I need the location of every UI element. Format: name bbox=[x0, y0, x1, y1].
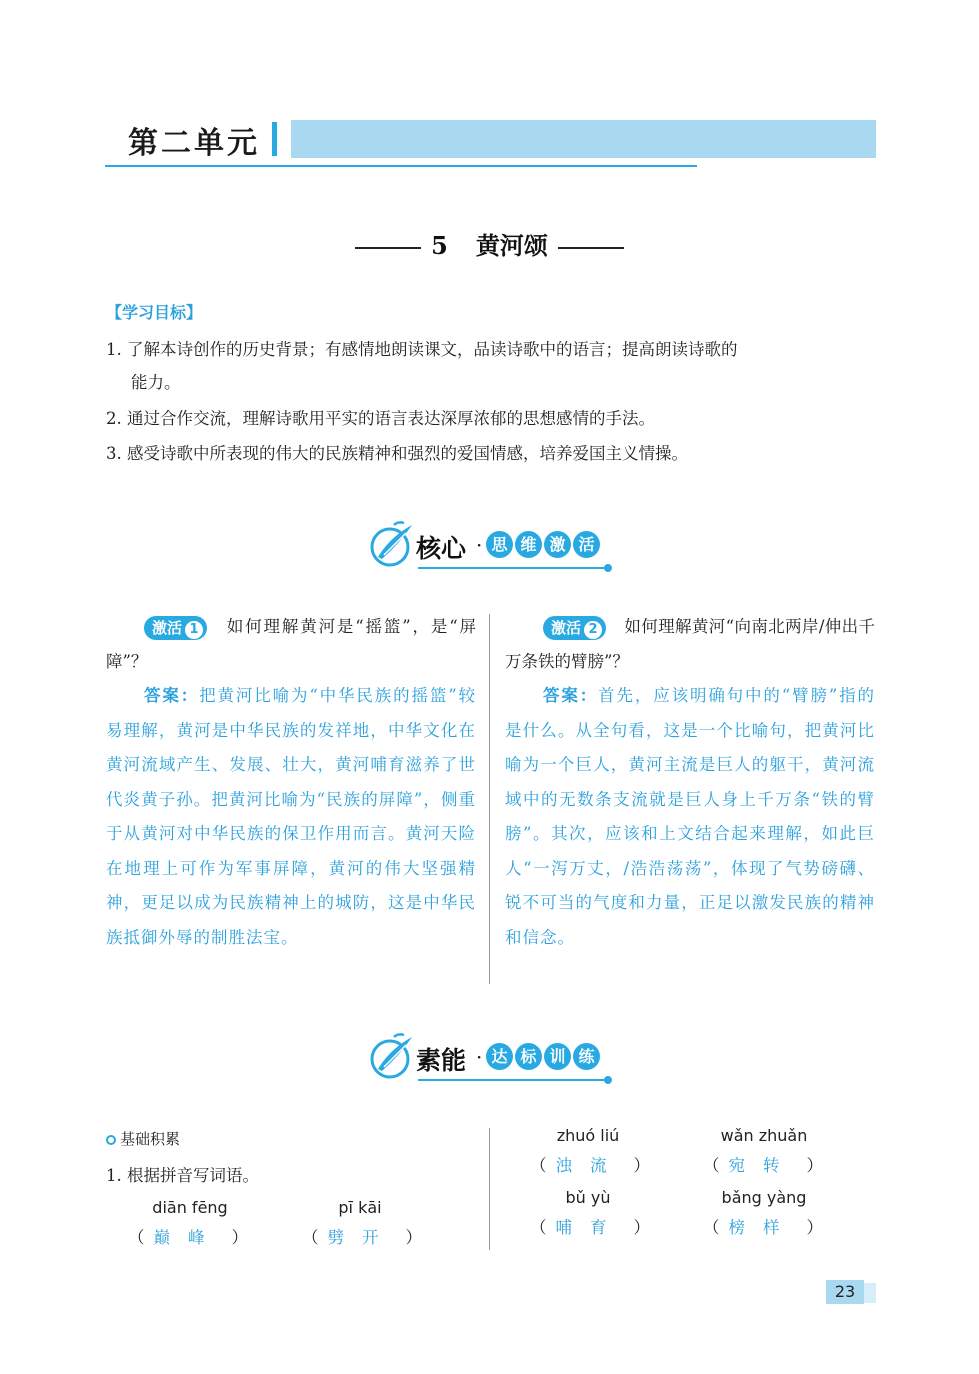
title-rule-right bbox=[558, 247, 624, 249]
objectives-header: 【学习目标】 bbox=[106, 303, 203, 322]
activation-1 bbox=[106, 610, 476, 955]
basics-header bbox=[106, 1128, 180, 1149]
answer-label: 答案： bbox=[543, 686, 599, 705]
paren: ） bbox=[806, 1156, 823, 1175]
section-banner-core bbox=[368, 515, 618, 575]
activation-1-question bbox=[106, 610, 476, 679]
pinyin: bǎng yàng bbox=[721, 1188, 807, 1207]
banner-pills bbox=[486, 531, 600, 558]
paren: ） bbox=[231, 1228, 248, 1247]
page-number: 23 bbox=[826, 1280, 864, 1304]
badge-number: 1 bbox=[185, 621, 203, 639]
badge-label: 激活 bbox=[551, 618, 582, 637]
lesson-number: 5 bbox=[431, 231, 448, 260]
answer-word: 宛转 bbox=[728, 1156, 798, 1175]
banner-underline-dot bbox=[604, 1076, 612, 1084]
word-answer bbox=[530, 1214, 650, 1238]
objective-line: 能力。 bbox=[131, 373, 181, 392]
word-answer bbox=[703, 1152, 823, 1176]
paren: （ bbox=[703, 1218, 720, 1237]
pen-emblem-icon bbox=[368, 1031, 418, 1081]
lesson-title bbox=[0, 226, 979, 261]
banner-pill: 激 bbox=[544, 531, 571, 558]
banner-underline bbox=[418, 1079, 608, 1081]
word-answer bbox=[128, 1224, 248, 1248]
unit-header-band bbox=[291, 120, 876, 158]
pinyin: zhuó liú bbox=[556, 1126, 620, 1145]
banner-underline-dot bbox=[604, 564, 612, 572]
activation-2-question bbox=[505, 610, 875, 679]
pen-emblem-icon bbox=[368, 519, 418, 569]
section-banner-skills bbox=[368, 1027, 618, 1087]
pinyin: pī kāi bbox=[338, 1198, 382, 1217]
activation-1-answer bbox=[106, 679, 476, 955]
question-text: 如何理解黄河“向南北两岸/伸出千万条铁的臂膀”？ bbox=[505, 617, 875, 671]
answer-word: 哺育 bbox=[555, 1218, 625, 1237]
objective-item-1 bbox=[106, 333, 881, 399]
banner-underline bbox=[418, 567, 608, 569]
answer-word: 浊流 bbox=[555, 1156, 625, 1175]
word-answer bbox=[302, 1224, 422, 1248]
activation-badge bbox=[144, 616, 207, 640]
paren: （ bbox=[128, 1228, 145, 1247]
banner-pill: 训 bbox=[544, 1043, 571, 1070]
unit-title-bar bbox=[272, 122, 277, 156]
paren: ） bbox=[405, 1228, 422, 1247]
banner-pill: 达 bbox=[486, 1043, 513, 1070]
objective-line: 1. 了解本诗创作的历史背景；有感情地朗读课文，品读诗歌中的语言；提高朗读诗歌的 bbox=[106, 340, 738, 359]
activation-2 bbox=[505, 610, 875, 955]
banner-pill: 练 bbox=[573, 1043, 600, 1070]
unit-title: 第二单元 bbox=[128, 126, 260, 161]
objective-item-3 bbox=[106, 437, 881, 470]
question-1: 1. 根据拼音写词语。 bbox=[106, 1166, 259, 1185]
answer-label: 答案： bbox=[144, 686, 200, 705]
column-divider bbox=[489, 614, 490, 984]
paren: ） bbox=[633, 1156, 650, 1175]
banner-pill: 维 bbox=[515, 531, 542, 558]
banner-main-text: 核心 bbox=[416, 534, 467, 563]
badge-number: 2 bbox=[584, 621, 602, 639]
answer-word: 榜样 bbox=[728, 1218, 798, 1237]
objective-item-2 bbox=[106, 402, 881, 435]
pinyin: bǔ yù bbox=[565, 1188, 611, 1207]
banner-pills bbox=[486, 1043, 600, 1070]
activation-2-answer bbox=[505, 679, 875, 955]
paren: （ bbox=[530, 1156, 547, 1175]
column-divider bbox=[489, 1128, 490, 1250]
banner-main-text: 素能 bbox=[416, 1046, 467, 1075]
banner-pill: 思 bbox=[486, 531, 513, 558]
title-rule-left bbox=[355, 247, 421, 249]
paren: （ bbox=[302, 1228, 319, 1247]
pinyin: wǎn zhuǎn bbox=[720, 1126, 808, 1145]
paren: ） bbox=[633, 1218, 650, 1237]
basics-header-text: 基础积累 bbox=[120, 1130, 181, 1148]
objective-line: 3. 感受诗歌中所表现的伟大的民族精神和强烈的爱国情感，培养爱国主义情操。 bbox=[106, 444, 688, 463]
banner-pill: 标 bbox=[515, 1043, 542, 1070]
question-text: 如何理解黄河是“摇篮”，是“屏障”？ bbox=[106, 617, 476, 671]
word-answer bbox=[703, 1214, 823, 1238]
answer-word: 巅峰 bbox=[153, 1228, 223, 1247]
paren: （ bbox=[530, 1218, 547, 1237]
banner-dot: · bbox=[476, 533, 483, 557]
lesson-name: 黄河颂 bbox=[475, 231, 548, 260]
pinyin: diān fēng bbox=[152, 1198, 228, 1217]
answer-text: 首先，应该明确句中的“臂膀”指的是什么。从全句看，这是一个比喻句，把黄河比喻为一个巨人，黄河主流是巨人的躯干，黄河流域中的无数条支流就是巨人身上千万条“铁的臂膀”。其次，应该和上文结合起来理解，如此巨人“一泻万丈，/浩浩荡荡”，体现了气势磅礴、锐不可当的气度和力量，正足以激发民族的精神和信念。 bbox=[505, 686, 876, 947]
objective-line: 2. 通过合作交流，理解诗歌用平实的语言表达深厚浓郁的思想感情的手法。 bbox=[106, 409, 655, 428]
word-answer bbox=[530, 1152, 650, 1176]
banner-pill: 活 bbox=[573, 531, 600, 558]
answer-text: 把黄河比喻为“中华民族的摇篮”较易理解，黄河是中华民族的发祥地，中华文化在黄河流域产生、发展、壮大，黄河哺育滋养了世代炎黄子孙。把黄河比喻为“民族的屏障”，侧重于从黄河对中华民族的保卫作用而言。黄河天险在地理上可作为军事屏障，黄河的伟大坚强精神，更足以成为民族精神上的城防，这是中华民族抵御外辱的制胜法宝。 bbox=[106, 686, 477, 947]
answer-word: 劈开 bbox=[327, 1228, 397, 1247]
badge-label: 激活 bbox=[152, 618, 183, 637]
ring-icon bbox=[106, 1135, 116, 1145]
activation-badge bbox=[543, 616, 606, 640]
paren: ） bbox=[806, 1218, 823, 1237]
paren: （ bbox=[703, 1156, 720, 1175]
unit-header-rule bbox=[105, 165, 697, 167]
banner-dot: · bbox=[476, 1045, 483, 1069]
